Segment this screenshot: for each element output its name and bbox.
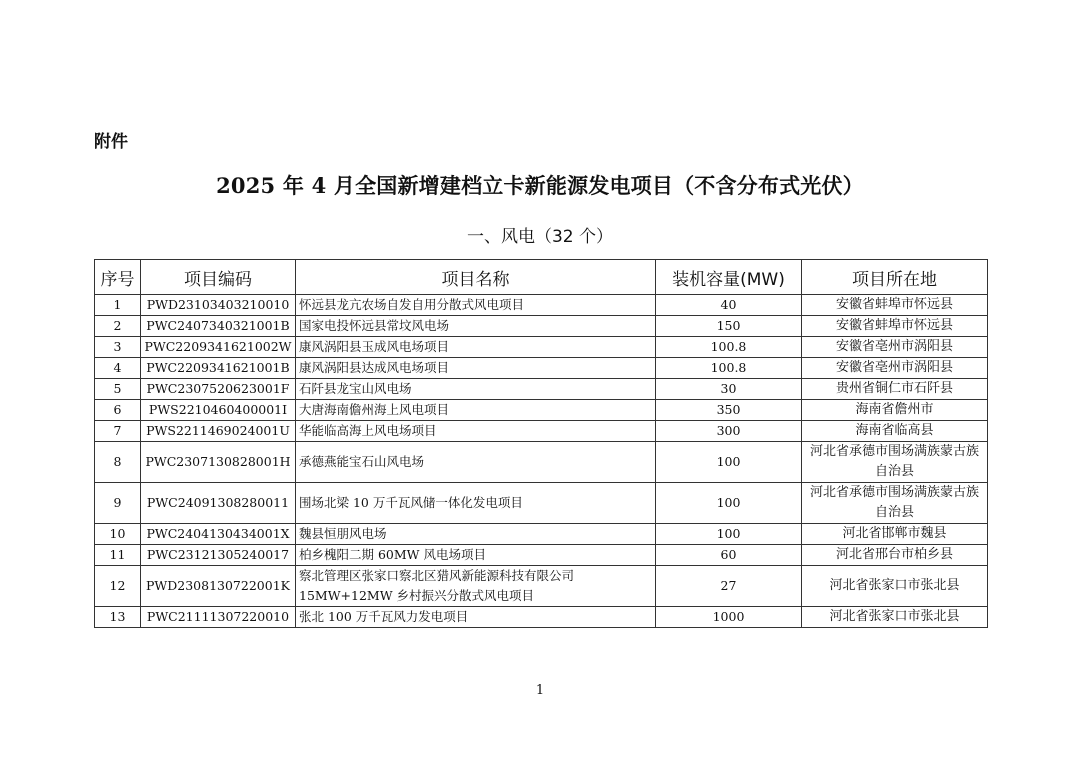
cell-seq: 6 [95,400,141,421]
table-row [95,379,988,400]
table-row [95,337,988,358]
cell-name: 柏乡槐阳二期 60MW 风电场项目 [296,545,656,566]
cell-seq: 12 [95,566,141,607]
cell-name: 大唐海南儋州海上风电项目 [296,400,656,421]
cell-seq: 9 [95,483,141,524]
cell-name: 张北 100 万千瓦风力发电项目 [296,607,656,628]
cell-name: 康风涡阳县玉成风电场项目 [296,337,656,358]
cell-capacity: 30 [656,379,802,400]
cell-location: 安徽省亳州市涡阳县 [802,337,988,358]
header-name: 项目名称 [296,260,656,295]
cell-capacity: 100.8 [656,337,802,358]
cell-seq: 7 [95,421,141,442]
cell-location: 安徽省蚌埠市怀远县 [802,316,988,337]
header-seq: 序号 [95,260,141,295]
cell-seq: 10 [95,524,141,545]
header-location: 项目所在地 [802,260,988,295]
cell-code: PWD23103403210010 [141,295,296,316]
section-heading: 一、风电（32 个） [466,227,614,247]
header-code: 项目编码 [141,260,296,295]
cell-capacity: 100 [656,483,802,524]
cell-code: PWC2209341621002W [141,337,296,358]
cell-capacity: 300 [656,421,802,442]
cell-capacity: 27 [656,566,802,607]
table-row [95,607,988,628]
cell-seq: 11 [95,545,141,566]
cell-seq: 4 [95,358,141,379]
cell-code: PWS2210460400001I [141,400,296,421]
document-title: 2025 年 4 月全国新增建档立卡新能源发电项目（不含分布式光伏） [216,173,864,198]
cell-location: 海南省临高县 [802,421,988,442]
cell-name: 国家电投怀远县常坟风电场 [296,316,656,337]
cell-capacity: 350 [656,400,802,421]
cell-name: 围场北梁 10 万千瓦风储一体化发电项目 [296,483,656,524]
table-row [95,316,988,337]
cell-code: PWC21111307220010 [141,607,296,628]
cell-name: 魏县恒朋风电场 [296,524,656,545]
cell-location: 海南省儋州市 [802,400,988,421]
cell-location: 河北省张家口市张北县 [802,607,988,628]
cell-seq: 8 [95,442,141,483]
cell-name: 石阡县龙宝山风电场 [296,379,656,400]
project-table [94,259,988,628]
cell-name: 察北管理区张家口察北区猎风新能源科技有限公司 15MW+12MW 乡村振兴分散式风电项目 [296,566,656,607]
cell-name: 怀远县龙亢农场自发自用分散式风电项目 [296,295,656,316]
cell-location: 河北省邢台市柏乡县 [802,545,988,566]
table-row [95,545,988,566]
cell-capacity: 1000 [656,607,802,628]
cell-seq: 1 [95,295,141,316]
cell-name: 康风涡阳县达成风电场项目 [296,358,656,379]
cell-code: PWC24091308280011 [141,483,296,524]
cell-seq: 2 [95,316,141,337]
cell-capacity: 100 [656,442,802,483]
cell-code: PWC2209341621001B [141,358,296,379]
cell-code: PWS2211469024001U [141,421,296,442]
cell-location: 河北省承德市围场满族蒙古族自治县 [802,483,988,524]
cell-code: PWC2307130828001H [141,442,296,483]
cell-name: 承德燕能宝石山风电场 [296,442,656,483]
cell-seq: 5 [95,379,141,400]
header-capacity: 装机容量(MW) [656,260,802,295]
cell-location: 河北省张家口市张北县 [802,566,988,607]
cell-seq: 3 [95,337,141,358]
cell-location: 河北省邯郸市魏县 [802,524,988,545]
attachment-label: 附件 [94,132,128,152]
table-row [95,483,988,524]
cell-capacity: 150 [656,316,802,337]
cell-location: 贵州省铜仁市石阡县 [802,379,988,400]
cell-code: PWC2404130434001X [141,524,296,545]
table-row [95,358,988,379]
cell-capacity: 100 [656,524,802,545]
table-row [95,400,988,421]
table-row [95,295,988,316]
table-row [95,566,988,607]
cell-capacity: 40 [656,295,802,316]
cell-location: 河北省承德市围场满族蒙古族自治县 [802,442,988,483]
page-number: 1 [535,683,545,698]
cell-code: PWD2308130722001K [141,566,296,607]
table-row [95,421,988,442]
cell-code: PWC23121305240017 [141,545,296,566]
table-header-row [95,260,988,295]
cell-location: 安徽省亳州市涡阳县 [802,358,988,379]
cell-seq: 13 [95,607,141,628]
cell-name: 华能临高海上风电场项目 [296,421,656,442]
cell-capacity: 100.8 [656,358,802,379]
table-row [95,524,988,545]
cell-capacity: 60 [656,545,802,566]
cell-code: PWC2307520623001F [141,379,296,400]
cell-location: 安徽省蚌埠市怀远县 [802,295,988,316]
cell-code: PWC2407340321001B [141,316,296,337]
table-row [95,442,988,483]
